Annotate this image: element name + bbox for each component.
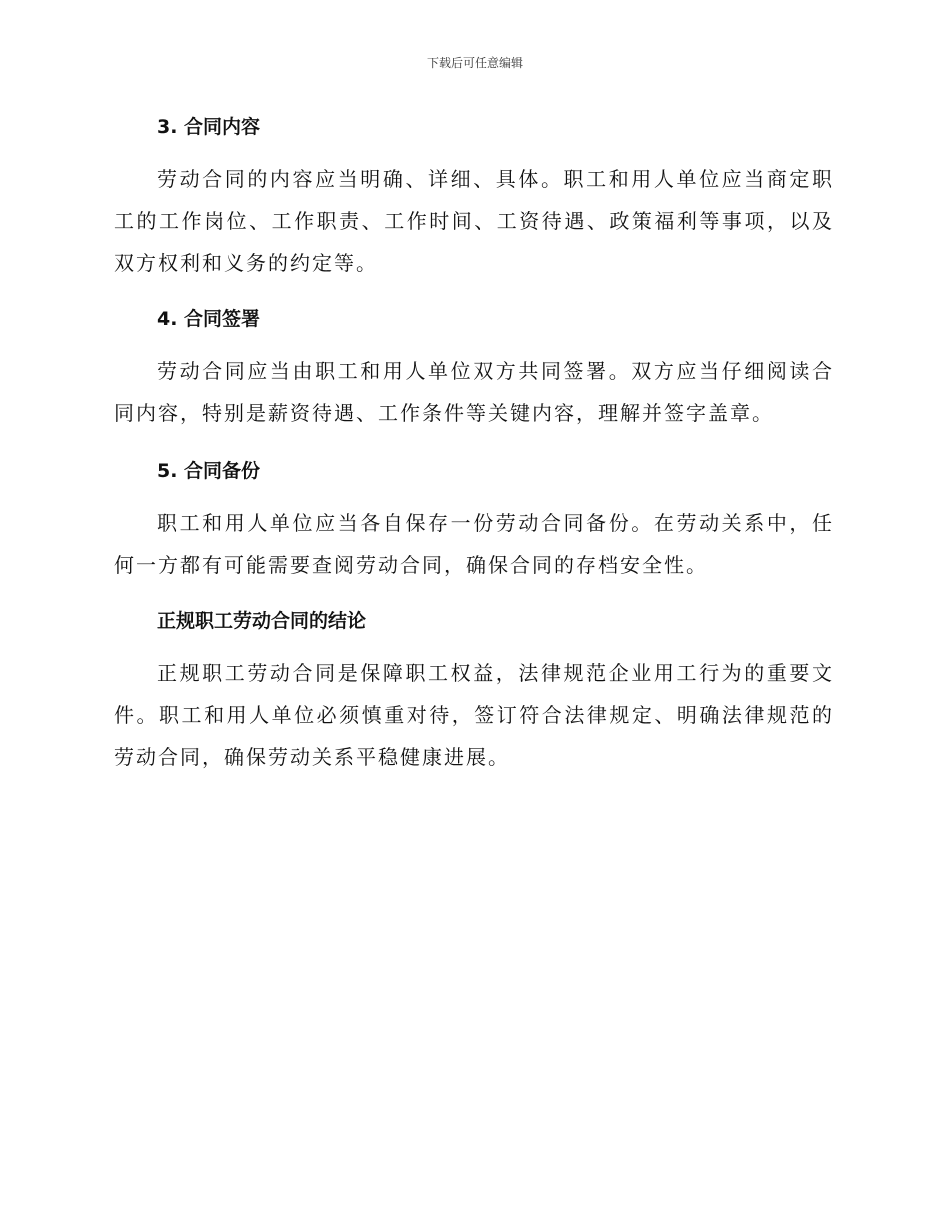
section-heading-conclusion: 正规职工劳动合同的结论 [157, 610, 367, 632]
section-heading-contract-content: 3. 合同内容 [157, 116, 261, 138]
page-header: 下载后可任意编辑 [426, 56, 523, 70]
section-paragraph-contract-content: 劳动合同的内容应当明确、详细、具体。职工和用人单位应当商定职工的工作岗位、工作职责、工作时间、工资待遇、政策福利等事项，以及双方权利和义务的约定等。 [114, 167, 834, 275]
document-body [114, 112, 834, 778]
section-paragraph-contract-signing: 劳动合同应当由职工和用人单位双方共同签署。双方应当仔细阅读合同内容，特别是薪资待遇、工作条件等关键内容，理解并签字盖章。 [114, 359, 834, 425]
section-paragraph-conclusion: 正规职工劳动合同是保障职工权益，法律规范企业用工行为的重要文件。职工和用人单位必须慎重对待，签订符合法律规定、明确法律规范的劳动合同，确保劳动关系平稳健康进展。 [114, 661, 834, 769]
section-heading-contract-backup: 5. 合同备份 [157, 460, 261, 482]
section-paragraph-contract-backup: 职工和用人单位应当各自保存一份劳动合同备份。在劳动关系中，任何一方都有可能需要查阅劳动合同，确保合同的存档安全性。 [114, 511, 834, 577]
section-heading-contract-signing: 4. 合同签署 [157, 308, 261, 330]
